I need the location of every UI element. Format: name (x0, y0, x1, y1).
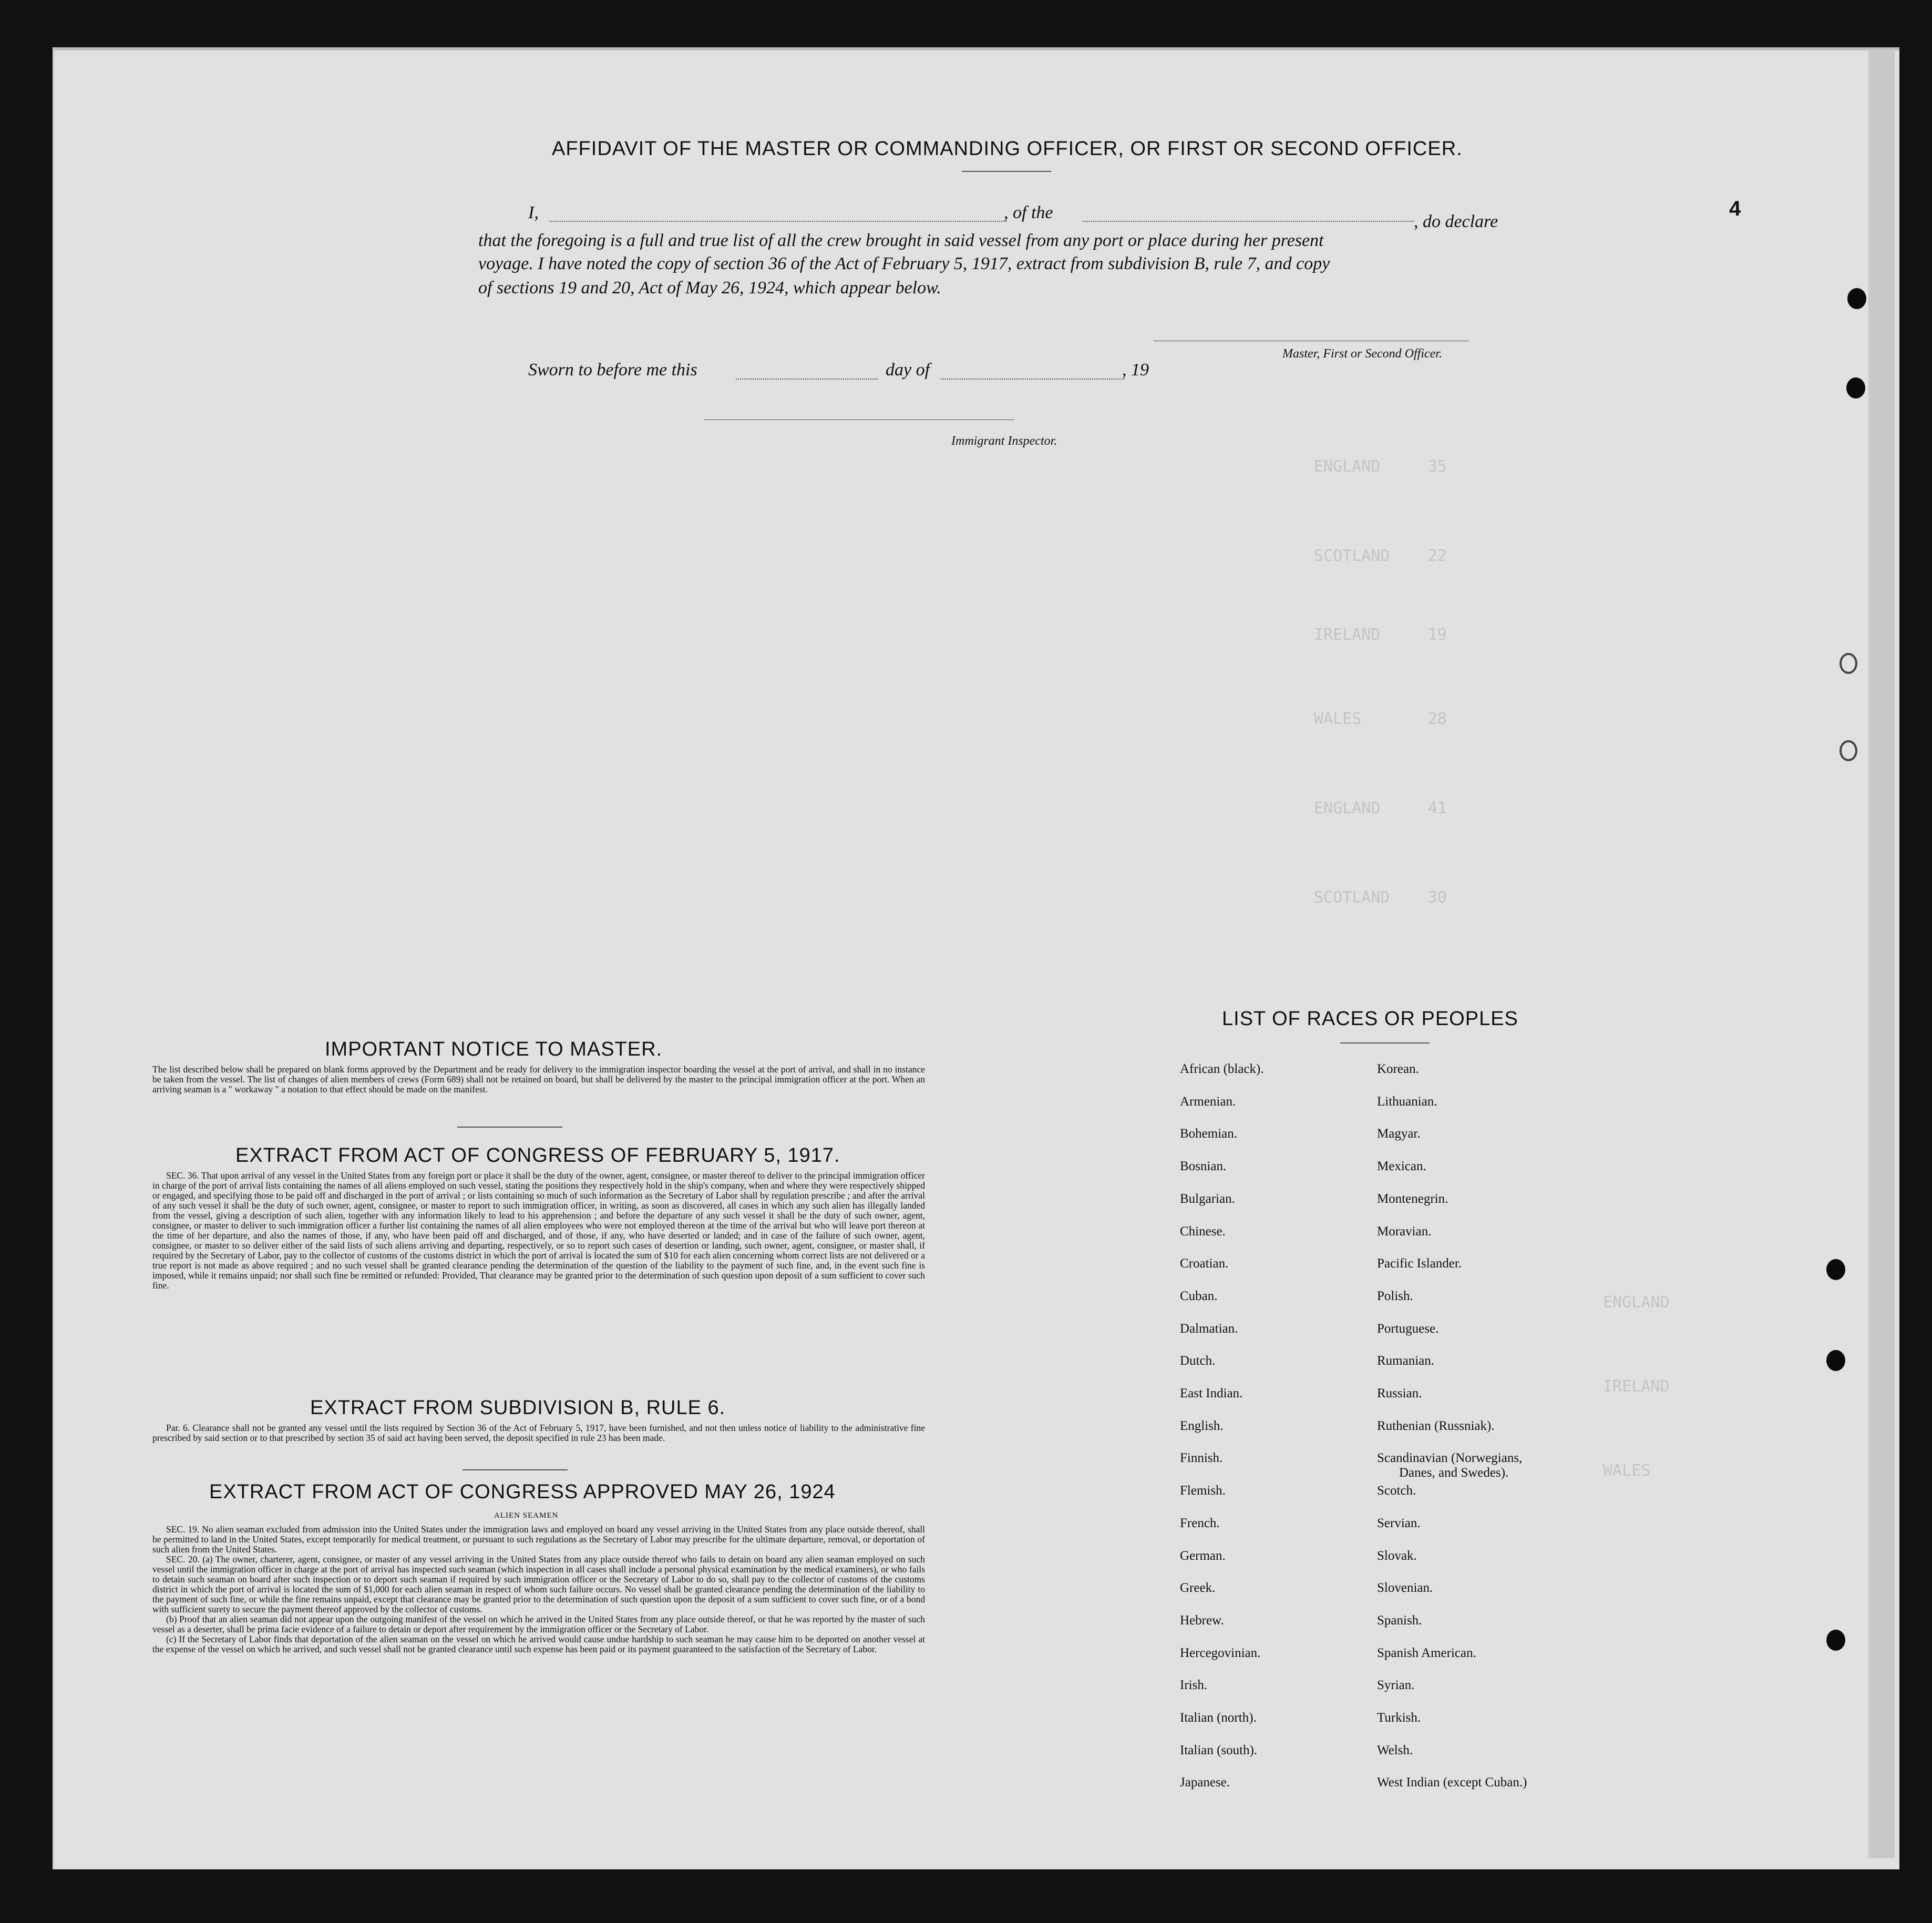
bleed-through-text: SCOTLAND 30 (1314, 888, 1447, 907)
vessel-blank[interactable] (1083, 221, 1414, 222)
binder-hole (1826, 1259, 1845, 1280)
race-item: Magyar. (1377, 1127, 1421, 1141)
affidavit-line-3: of sections 19 and 20, Act of May 26, 1924, which appear below. (478, 278, 941, 298)
bleed-through-text: ENGLAND 41 (1314, 799, 1447, 817)
race-item: Lithuanian. (1377, 1094, 1437, 1109)
race-item: German. (1180, 1548, 1226, 1563)
race-item: Moravian. (1377, 1224, 1432, 1239)
race-item: English. (1180, 1418, 1224, 1433)
race-item: Russian. (1377, 1386, 1422, 1400)
race-item: Scandinavian (Norwegians, (1377, 1451, 1523, 1466)
extract-1917-title: EXTRACT FROM ACT OF CONGRESS OF FEBRUARY 5, 1917. (235, 1144, 840, 1167)
page-edge (1868, 50, 1895, 1858)
affidavit-line-2: voyage. I have noted the copy of section 36 of the Act of February 5, 1917, extract from subdivision B, rule 7, and copy (478, 254, 1330, 273)
race-item: Dutch. (1180, 1354, 1216, 1368)
race-item: Italian (south). (1180, 1743, 1258, 1757)
section-divider (457, 1127, 562, 1128)
corner-mark: 4 (1729, 197, 1741, 220)
race-item: French. (1180, 1516, 1220, 1530)
affidavit-i-label: I, (528, 203, 539, 222)
signature-label: Master, First or Second Officer. (1282, 347, 1442, 361)
sworn-month-blank[interactable] (941, 379, 1125, 380)
inspector-label: Immigrant Inspector. (951, 434, 1057, 448)
binder-hole (1846, 377, 1865, 398)
race-item: Scotch. (1377, 1484, 1416, 1498)
race-item: Servian. (1377, 1516, 1421, 1530)
race-item: Ruthenian (Russniak). (1377, 1418, 1495, 1433)
race-item: Irish. (1180, 1678, 1208, 1693)
rule6-paragraph: Par. 6. Clearance shall not be granted any vessel until the lists required by Section 36 of the Act of February 5, 1917, have been furnished, and not then unless notice of liability to the administrative fine prescribed by said section or to that prescribed by section 35 of said act having been served, the deposit specified in rule 23 has been made. (152, 1423, 925, 1443)
binder-hole (1826, 1630, 1845, 1651)
race-item: Hebrew. (1180, 1613, 1224, 1628)
race-item: Mexican. (1377, 1159, 1426, 1174)
notice-text: The list described below shall be prepared on blank forms approved by the Department and be ready for delivery to the immigration inspector boarding the vessel at the port of arrival, and shall in no instance be taken from the vessel. The list of changes of alien members of crews (Form 689) shall not be retained on board, but shall be delivered by the master to the principal immigration officer at the port. When an arriving seaman is a " workaway " a notation to that effect should be made on the manifest. (152, 1064, 925, 1095)
race-item: Chinese. (1180, 1224, 1226, 1239)
year-label: , 19 (1122, 360, 1149, 380)
extract-1924-title: EXTRACT FROM ACT OF CONGRESS APPROVED MAY 26, 1924 (209, 1481, 836, 1503)
name-blank[interactable] (549, 221, 1006, 222)
affidavit-do-declare: , do declare (1414, 212, 1498, 231)
bleed-through-text: ENGLAND (1603, 1293, 1670, 1312)
race-item: Armenian. (1180, 1094, 1236, 1109)
extract-1924-sec20a: SEC. 20. (a) The owner, charterer, agent, consignee, or master of any vessel arriving in the United States from any place outside thereof who fails to detain on board any alien seaman employed on such vessel until the immigration officer in charge at the port of arrival has inspected such seaman (which inspection in all cases shall include a personal physical examination by the medical examiners), or who fails to detain such seaman on board after such inspection or to deport such seaman if required by such immigration officer or the Secretary of Labor to do so, shall pay to the collector of customs of the customs district in which the port of arrival is located the sum of $1,000 for each alien seaman in respect of whom such failure occurs. No vessel shall be granted clearance pending the determination of the liability to the payment of such fine, or while the fine remains unpaid, except that clearance may be granted prior to the determination of such question upon the deposit of a sum sufficient to cover such fine, or of a bond with sufficient surety to secure the payment thereof approved by the collector of customs. (152, 1554, 925, 1614)
bleed-through-text: IRELAND (1603, 1377, 1670, 1396)
race-item: Dalmatian. (1180, 1321, 1238, 1336)
section-divider (463, 1469, 568, 1470)
binder-hole (1826, 1350, 1845, 1371)
race-item: Rumanian. (1377, 1354, 1435, 1368)
race-item: Finnish. (1180, 1451, 1223, 1466)
race-item: Welsh. (1377, 1743, 1413, 1757)
race-item: Flemish. (1180, 1484, 1226, 1498)
race-item: Slovak. (1377, 1548, 1417, 1563)
race-item: Croatian. (1180, 1256, 1229, 1271)
binder-hole (1839, 653, 1857, 674)
race-item: Portuguese. (1377, 1321, 1439, 1336)
races-title-underline (1340, 1042, 1430, 1044)
extract-1917-paragraph: SEC. 36. That upon arrival of any vessel in the United States from any foreign port or place it shall be the duty of the owner, agent, consignee, or master thereof to deliver to the principal immigration officer in charge of the port of arrival lists containing the names of all aliens employed on such vessel, stating the positions they respectively hold in the ship's company, when and where they were respectively shipped or engaged, and specifying those to be paid off and discharged in the port of arrival ; or lists containing so much of such information as the Secretary of Labor shall by regulation prescribe ; and after the arrival of any such vessel it shall be the duty of such owner, agent, consignee, or master to report to such immigration officer, in writing, as soon as discovered, all cases in which any such alien has illegally landed from the vessel, giving a description of such alien, together with any information likely to lead to his apprehension ; and before the departure of any such vessel it shall be the duty of such owner, agent, consignee, or master to deliver to such immigration officer a further list containing the names of all alien employees who were not employed thereon at the time of the arrival but who will leave port thereon at the time of her departure, and also the names of those, if any, who have been paid off and discharged, and of those, if any, who have deserted or landed; and in case of the failure of such owner, agent, consignee, or master to so deliver either of the said lists of such aliens arriving and departing, respectively, or so to report such cases of desertion or landing, such owner, agent, consignee, or master shall, if required by the Secretary of Labor, pay to the collector of customs of the customs district in which the port of arrival is located the sum of $10 for each alien concerning whom correct lists are not delivered or a true report is not made as above required ; and no such vessel shall be granted clearance pending the determination of the question of the liability to the payment of such fine, and, in the event such fine is imposed, while it remains unpaid; nor shall such fine be remitted or refunded: Provided, That clearance may be granted prior to the determination of such question upon deposit of a sum sufficient to cover such fine. (152, 1170, 925, 1291)
race-item: Bosnian. (1180, 1159, 1227, 1174)
extract-1924-sec19: SEC. 19. No alien seaman excluded from admission into the United States under the immigration laws and employed on board any vessel arriving in the United States from any place outside thereof, shall be permitted to land in the United States, except temporarily for medical treatment, or pursuant to such regulations as the Secretary of Labor may prescribe for the ultimate departure, removal, or deportation of such alien from the United States. (152, 1524, 925, 1554)
title-underline (962, 171, 1051, 172)
race-item: Pacific Islander. (1377, 1256, 1462, 1271)
race-item: Spanish American. (1377, 1645, 1476, 1660)
race-item: Slovenian. (1377, 1581, 1433, 1595)
bleed-through-text: ENGLAND 35 (1314, 457, 1447, 476)
bleed-through-text: SCOTLAND 22 (1314, 547, 1447, 565)
race-item: Polish. (1377, 1288, 1413, 1303)
bleed-through-text: WALES (1603, 1461, 1651, 1480)
extract-1917-text (152, 1171, 925, 1291)
notice-title: IMPORTANT NOTICE TO MASTER. (325, 1038, 663, 1060)
extract-1924-text (152, 1525, 925, 1654)
race-item: Korean. (1377, 1062, 1419, 1076)
affidavit-line-1: that the foregoing is a full and true list of all the crew brought in said vessel from any port or place during her present (478, 231, 1324, 250)
race-item: Spanish. (1377, 1613, 1422, 1628)
race-item: Italian (north). (1180, 1711, 1257, 1725)
rule6-title: EXTRACT FROM SUBDIVISION B, RULE 6. (310, 1397, 726, 1419)
day-of-label: day of (886, 360, 930, 380)
race-item: Danes, and Swedes). (1399, 1466, 1509, 1480)
race-item: Bohemian. (1180, 1127, 1238, 1141)
race-item: Syrian. (1377, 1678, 1415, 1693)
extract-1924-subtitle: ALIEN SEAMEN (494, 1511, 559, 1520)
binder-hole (1839, 740, 1857, 761)
bleed-through-text: IRELAND 19 (1314, 626, 1447, 644)
affidavit-of-the: , of the (1004, 203, 1053, 222)
race-item: Bulgarian. (1180, 1191, 1235, 1206)
race-item: Greek. (1180, 1581, 1216, 1595)
extract-1924-sec20c: (c) If the Secretary of Labor finds that deportation of the alien seaman on the vessel on which he arrived would cause undue hardship to such seaman he may cause him to be deported on another vessel at the expense of the vessel on which he arrived, and such vessel shall not be granted clearance until such expense has been paid or its payment guaranteed to the satisfaction of the Secretary of Labor. (152, 1634, 925, 1654)
race-item: Japanese. (1180, 1775, 1230, 1790)
race-item: Hercegovinian. (1180, 1645, 1261, 1660)
race-item: Turkish. (1377, 1711, 1421, 1725)
sworn-day-blank[interactable] (736, 379, 878, 380)
extract-1924-sec20b: (b) Proof that an alien seaman did not appear upon the outgoing manifest of the vessel on which he arrived in the United States from any place outside thereof, or that he was reported by the master of such vessel as a deserter, shall be prima facie evidence of a failure to detain or deport after requirement by the immigration officer or the Secretary of Labor. (152, 1614, 925, 1634)
sworn-label: Sworn to before me this (528, 360, 697, 380)
race-item: African (black). (1180, 1062, 1264, 1076)
binder-hole (1847, 288, 1866, 309)
bleed-through-text: WALES 28 (1314, 710, 1447, 728)
race-item: Montenegrin. (1377, 1191, 1448, 1206)
race-item: West Indian (except Cuban.) (1377, 1775, 1527, 1790)
rule6-text (152, 1423, 925, 1443)
race-item: East Indian. (1180, 1386, 1243, 1400)
affidavit-title: AFFIDAVIT OF THE MASTER OR COMMANDING OFFICER, OR FIRST OR SECOND OFFICER. (552, 138, 1463, 160)
race-item: Cuban. (1180, 1288, 1218, 1303)
races-title: LIST OF RACES OR PEOPLES (1222, 1008, 1518, 1030)
